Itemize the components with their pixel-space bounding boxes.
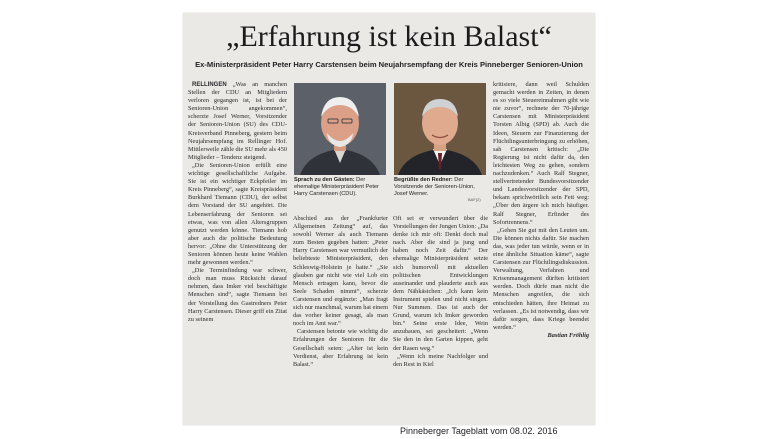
article-headline: „Erfahrung ist kein Balast“	[226, 20, 552, 53]
photo-caption-1: Sprach zu den Gästen: Der ehemalige Ministerpräsident Peter Harry Carstensen (CDU).	[294, 177, 379, 197]
article-subheadline: Ex-Ministerpräsident Peter Harry Carstensen beim Neujahrsempfang der Kreis Pinneberger Senioren-Union	[195, 60, 583, 69]
photo-carstensen	[294, 83, 386, 175]
paragraph: „Gehen Sie gut mit den Leuten um. Die können nichts dafür. Sie machen das, was jeder tun würde, wenn er in eine ähnliche Situation käme“, sagte Carstensen zur Flüchtlingsdiskussion. Verwaltung, Verfahren und Krisenmanagement dürften kritisiert werden. Doch dürfe man nicht die Menschen angreifen, die sich entschieden hätten, ihre Heimat zu verlassen. „Es ist notwendig, dass wir dafür sorgen, dass Kriege beendet werden.“	[493, 226, 589, 331]
article-column-3	[393, 215, 488, 369]
article-column-1	[188, 81, 287, 324]
article-column-4	[493, 81, 589, 340]
photo-credit: BAF(2)	[468, 197, 481, 202]
paragraph: kritisiere, dann weil Schulden gemacht werden in Zeiten, in denen es so viele Steuereinnahmen gibt wie nie zuvor“, rechnete der 70-jährige Carstensen mit Ministerpräsident Torsten Albig (SPD) ab. Auch die Ideen, Steuern zur Finanzierung der Flüchtlingsunterbringung zu erhöhen, sah Carstensen kritisch: „Die Regierung ist nicht dafür da, den leichtesten Weg zu gehen, sondern nachzudenken.“ Auch Ralf Stegner, stellvertretender Bundesvorsitzender und Landesvorsitzender der SPD, bekam sprichwörtlich sein Fett weg: „Über den ärgere ich mich häufiger. Ralf Stegner, Erfinder des Sofortrennens.“	[493, 81, 589, 226]
paragraph: Carstensen betonte wie wichtig die Erfahrungen der Senioren für die Gesellschaft seien: „Alter ist kein Verdienst, aber Erfahrung ist kein Balast.“	[293, 328, 388, 368]
paragraph: Abschied aus der „Frankfurter Allgemeinen Zeitung“ auf, das sowohl Werner als auch Tiemann zum Besten gegeben hatten: „Peter Harry Carstensen war vermutlich der beliebteste Ministerpräsident, den Schleswig-Holstein je hatte.“ „Sie glauben gar nicht wie viel Lob ein Mensch ertragen kann, bevor die Seele Schaden nimmt“, scherzte Carstensen und ergänzte: „Man fragt sich nur manchmal, warum hat einem das vorher keiner gesagt, als man noch im Amt war.“	[293, 215, 388, 328]
paragraph: Oft sei er verwundert über die Vorstellungen der Jungen Union: „Da denke ich mir oft: Denkt doch mal nach. Aber die sind ja jung und haben noch Zeit dafür.“ Der ehemalige Ministerpräsident setzte sich humorvoll mit aktuellen politischen Entwicklungen auseinander und plauderte auch aus dem Nähkästchen: „Ich kann kein Instrument spielen und nicht singen. Nur Summen. Das ist auch der Grund, warum ich Imker geworden bin.“ Seine erste Idee, Wein anzubauen, sei gescheitert: „Wenn Sie den in den Garten kippen, geht der Rasen weg.“	[393, 215, 488, 352]
paragraph: RELLINGEN „Was an manchen Stellen der CDU an Mitgliedern verloren gegangen ist, ist bei der Senioren-Union angekommen“, scherzte Josef Werner, Vorsitzender der Senioren-Union (SU) des CDU-Kreisverband Pinneberg, gestern beim Neujahrsempfang im Rellinger Hof. Mittlerweile zähle die SU mehr als 450 Mitglieder – Tendenz steigend.	[188, 81, 287, 161]
paragraph: „Wenn ich meine Nachfolger und den Rest in Kiel	[393, 352, 488, 368]
article-column-2	[293, 215, 388, 369]
dateline: RELLINGEN	[192, 82, 227, 88]
author-name: Bastian Fröhlig	[547, 331, 589, 339]
paragraph: „Die Terminfindung war schwer, doch man muss Rücksicht darauf nehmen, dass Imker viel beschäftigte Menschen sind“, sagte Tiemann bei der Vorstellung des Gastredners Peter Harry Carstensen. Dieser griff ein Zitat zu seinem	[188, 267, 287, 323]
newspaper-clipping	[183, 13, 595, 425]
source-label: Pinneberger Tageblatt vom 08.02. 2016	[400, 426, 558, 436]
photo-werner	[394, 83, 486, 175]
photo-caption-2: Begrüßte den Redner: Der Vorsitzende der Senioren-Union, Josef Werner.	[394, 177, 475, 197]
paragraph: „Die Senioren-Union erfüllt eine wichtige gesellschaftliche Aufgabe. Sie ist ein wichtiger Eckpfeiler im Kreis Pinneberg“, sagte Kreispräsident Burkhard Tiemann (CDU), der selbst dem Vorstand der SU angehört. Die Lebenserfahrung der Senioren sei etwas, was von allen Altersgruppen genutzt werden könne. Tiemann hob aber auch die politische Bedeutung hervor: „Ohne die Unterstützung der Senioren können heute keine Wahlen mehr gewonnen werden.“	[188, 161, 287, 267]
